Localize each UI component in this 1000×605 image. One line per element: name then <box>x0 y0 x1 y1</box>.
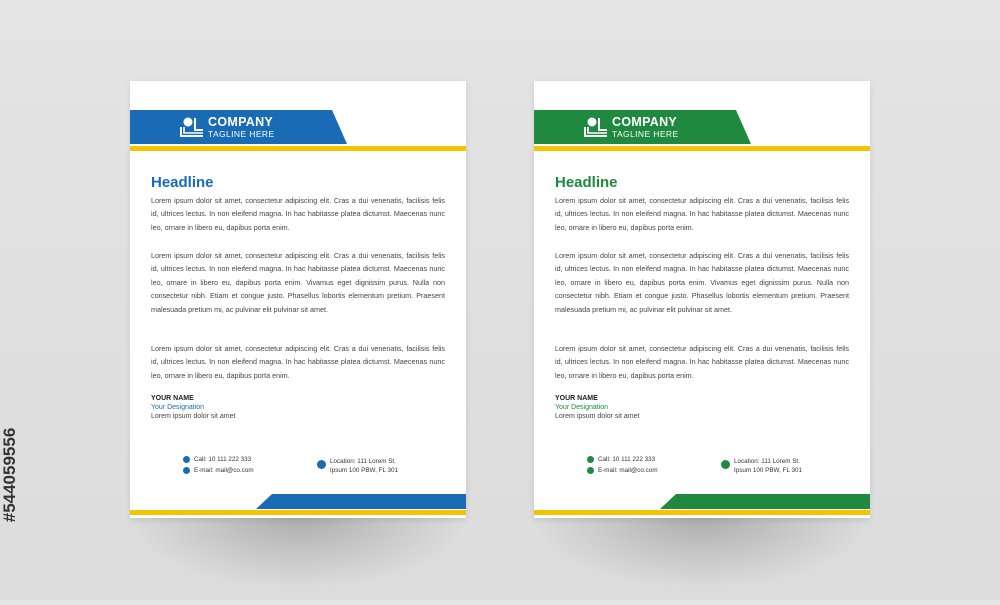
signature-block <box>151 394 235 421</box>
contact-location <box>317 458 398 475</box>
header-yellow-line <box>534 146 870 151</box>
contact-email: E-mail: mail@co.com <box>194 467 254 474</box>
page-shadow-blue <box>130 517 466 587</box>
contact-call: Call: 10 111 222 333 <box>598 456 656 463</box>
company-logo <box>584 115 679 139</box>
contact-location-2: Ipsum 100 PBW, FL 301 <box>330 466 399 474</box>
header-yellow-line <box>130 146 466 151</box>
signature-designation: Your Designation <box>151 404 205 411</box>
location-icon <box>721 460 730 469</box>
signature-name: YOUR NAME <box>555 395 598 402</box>
headline: Headline <box>555 174 618 191</box>
body-paragraph-2: Lorem ipsum dolor sit amet, consectetur adipiscing elit. Cras a dui venenatis, facilisis felis id, ultrices lectus. In non eleifend magna. In hac habitasse platea dictumst. Maecenas nunc leo, ornare in libero eu, dapibus porta enim. Vivamus eget dignissim purus. Nulla non consectetur nibh. Etiam et congue justo. Phasellus lobortis elementum pretium. Praesent malesuada pretium mi, ac pulvinar elit pulvinar sit amet. <box>555 251 849 314</box>
location-icon <box>317 460 326 469</box>
footer-band <box>130 494 466 518</box>
company-name: COMPANY <box>208 115 274 129</box>
logo-mark-icon <box>180 115 204 139</box>
body-paragraph-2: Lorem ipsum dolor sit amet, consectetur adipiscing elit. Cras a dui venenatis, facilisis felis id, ultrices lectus. In non eleifend magna. In hac habitasse platea dictumst. Maecenas nunc leo, ornare in libero eu, dapibus porta enim. Vivamus eget dignissim purus. Nulla non consectetur nibh. Etiam et congue justo. Phasellus lobortis elementum pretium. Praesent malesuada pretium mi, ac pulvinar elit pulvinar sit amet. <box>151 251 445 314</box>
stock-id-label <box>0 350 26 600</box>
contact-phone-email <box>587 454 658 476</box>
signature-line: Lorem ipsum dolor sit amet <box>555 413 640 420</box>
email-icon <box>183 467 190 474</box>
email-icon <box>587 467 594 474</box>
company-logo <box>180 115 275 139</box>
phone-icon <box>587 456 594 463</box>
contact-location <box>721 458 802 475</box>
page-shadow-green <box>534 517 870 587</box>
signature-designation: Your Designation <box>555 404 609 411</box>
company-name: COMPANY <box>612 115 678 129</box>
contact-phone-email <box>183 454 254 476</box>
contact-location-1: Location: 111 Lorem St. <box>330 458 396 465</box>
footer-band <box>534 494 870 518</box>
contact-location-1: Location: 111 Lorem St. <box>734 458 800 465</box>
company-tagline: TAGLINE HERE <box>612 128 679 139</box>
body-paragraph-1: Lorem ipsum dolor sit amet, consectetur adipiscing elit. Cras a dui venenatis, facilisis felis id, ultrices lectus. In non eleifend magna. In hac habitasse platea dictumst. Maecenas nunc leo, ornare in libero eu, dapibus porta enim. <box>151 196 445 232</box>
signature-name: YOUR NAME <box>151 395 194 402</box>
contact-call: Call: 10 111 222 333 <box>194 456 252 463</box>
body-paragraph-3: Lorem ipsum dolor sit amet, consectetur adipiscing elit. Cras a dui venenatis, facilisis felis id, ultrices lectus. In non eleifend magna. In hac habitasse platea dictumst. Maecenas nunc leo, ornare in libero eu, dapibus porta enim. <box>555 344 849 380</box>
contact-location-2: Ipsum 100 PBW, FL 301 <box>734 466 803 474</box>
letterhead-blue <box>130 81 466 518</box>
company-tagline: TAGLINE HERE <box>208 128 275 139</box>
logo-mark-icon <box>584 115 608 139</box>
stock-id-text: #544059556 <box>0 427 19 523</box>
phone-icon <box>183 456 190 463</box>
signature-block <box>555 394 639 421</box>
signature-line: Lorem ipsum dolor sit amet <box>151 413 236 420</box>
headline: Headline <box>151 174 214 191</box>
contact-email: E-mail: mail@co.com <box>598 467 658 474</box>
body-paragraph-3: Lorem ipsum dolor sit amet, consectetur adipiscing elit. Cras a dui venenatis, facilisis felis id, ultrices lectus. In non eleifend magna. In hac habitasse platea dictumst. Maecenas nunc leo, ornare in libero eu, dapibus porta enim. <box>151 344 445 380</box>
letterhead-green <box>534 81 870 518</box>
body-paragraph-1: Lorem ipsum dolor sit amet, consectetur adipiscing elit. Cras a dui venenatis, facilisis felis id, ultrices lectus. In non eleifend magna. In hac habitasse platea dictumst. Maecenas nunc leo, ornare in libero eu, dapibus porta enim. <box>555 196 849 232</box>
